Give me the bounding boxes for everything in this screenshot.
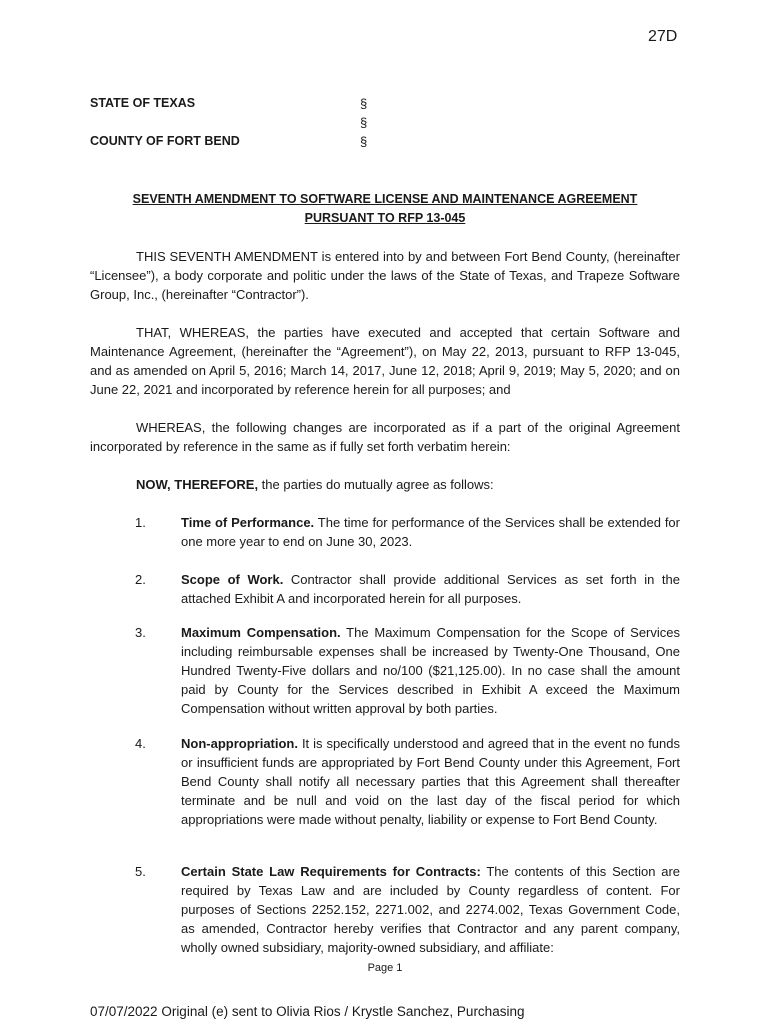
item-heading: Scope of Work. [181,572,284,587]
item-heading: Non-appropriation. [181,736,298,751]
item-number: 2. [135,572,146,587]
footer-note: 07/07/2022 Original (e) sent to Olivia Rios / Krystle Sanchez, Purchasing [90,1004,525,1019]
section-mark: § [360,134,368,149]
item-number: 5. [135,864,146,879]
now-therefore-clause [136,475,680,494]
title-line-1: SEVENTH AMENDMENT TO SOFTWARE LICENSE AND MAINTENANCE AGREEMENT [132,192,638,206]
paragraph-whereas-executed: THAT, WHEREAS, the parties have executed and accepted that certain Software and Maintenance Agreement, (hereinafter the “Agreement”), on May 22, 2013, pursuant to RFP 13-045, and as amended on April 5, 2016; March 14, 2017, June 12, 2018; April 9, 2019; May 5, 2020; and on June 22, 2021 and incorporated by reference herein for all purposes; and [90,325,680,397]
paragraph-whereas-changes: WHEREAS, the following changes are incorporated as if a part of the original Agreement incorporated by reference in the same as if fully set forth verbatim herein: [90,420,680,454]
item-text: Contractor shall provide additional Services as set forth in the attached Exhibit A and incorporated herein for all purposes. [181,572,680,606]
item-number: 3. [135,625,146,640]
item-body [181,734,680,829]
title-line-2: PURSUANT TO RFP 13-045 [304,211,466,225]
caption-state: STATE OF TEXAS [90,96,196,110]
now-therefore-label: NOW, THEREFORE, [136,477,259,492]
item-number: 4. [135,736,146,751]
item-text: The time for performance of the Services shall be extended for one more year to end on June 30, 2023. [181,515,680,549]
paragraph-parties: THIS SEVENTH AMENDMENT is entered into by and between Fort Bend County, (hereinafter “Licensee”), a body corporate and politic under the laws of the State of Texas, and Trapeze Software Group, Inc., (hereinafter “Contractor”). [90,249,680,302]
page-number: Page 1 [367,962,403,974]
item-text: The Maximum Compensation for the Scope of Services including reimbursable expenses shall be increased by Twenty-One Thousand, One Hundred Twenty-Five dollars and no/100 ($21,125.00). In no case shall the amount paid by County for the Services described in Exhibit A exceed the Maximum Compensation without written approval by both parties. [181,625,680,716]
item-body [181,513,680,551]
page-identifier: 27D [648,28,678,45]
document-title [90,190,680,228]
item-body [181,623,680,718]
now-therefore-text: the parties do mutually agree as follows: [258,477,494,492]
section-mark: § [360,115,368,130]
caption-county: COUNTY OF FORT BEND [90,134,240,148]
item-heading: Time of Performance. [181,515,315,530]
section-mark: § [360,96,368,111]
item-text: The contents of this Section are required by Texas Law and are included by County regardless of content. For purposes of Sections 2252.152, 2271.002, and 2274.002, Texas Government Code, as amended, Contractor hereby verifies that Contractor and any parent company, wholly owned subsidiary, majority-owned subsidiary, and affiliate: [181,864,681,955]
item-heading: Certain State Law Requirements for Contracts: [181,864,481,879]
item-body [181,570,680,608]
item-number: 1. [135,515,146,530]
item-heading: Maximum Compensation. [181,625,341,640]
item-body [181,862,680,957]
item-text: It is specifically understood and agreed that in the event no funds or insufficient funds are appropriated by Fort Bend County under this Agreement, Fort Bend County shall notify all necessary parties that this Agreement shall thereafter terminate and be null and void on the last day of the fiscal period for which appropriations were made without penalty, liability or expense to Fort Bend County. [181,736,680,827]
